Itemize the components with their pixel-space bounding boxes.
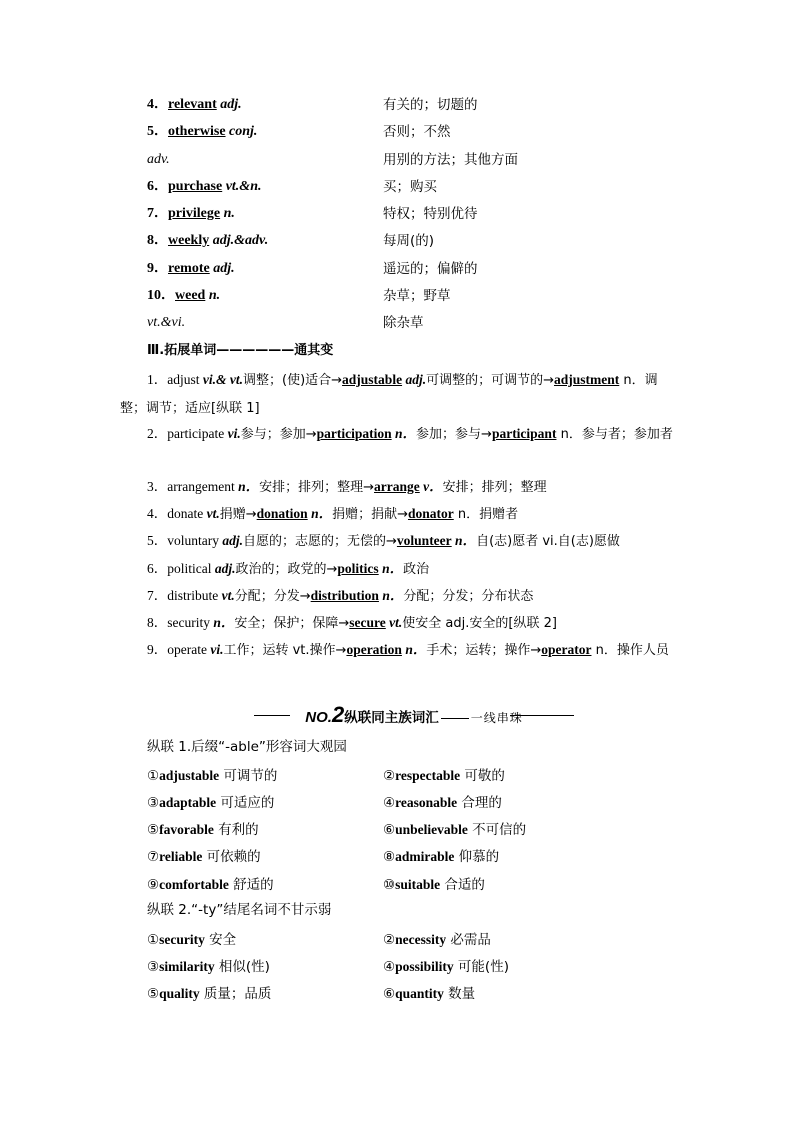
list-item: ⑤quality 质量；品质 <box>147 986 272 1002</box>
list-item: ②respectable 可敬的 <box>383 768 505 784</box>
vocab-row <box>0 231 794 251</box>
vocab-word: weed <box>175 288 206 303</box>
extend-item: 9．operate vi.工作；运转 vt.操作→operation n．手术；运转；操作→operator n．操作人员 <box>147 642 669 658</box>
vocab-number: 5． <box>147 124 168 139</box>
extend-item: 2．participate vi.参与；参加→participation n．参加；参与→participant n．参与者；参加者 <box>147 426 673 442</box>
vocab-meaning: 有关的；切题的 <box>383 97 478 113</box>
banner-rule-mid <box>441 718 469 719</box>
banner-subtitle: 一线串珠 <box>470 711 523 725</box>
list-item: ⑥quantity 数量 <box>383 986 476 1002</box>
list-item: ⑩suitable 合适的 <box>383 877 485 893</box>
list-item: ⑦reliable 可依赖的 <box>147 849 261 865</box>
banner-no: NO. <box>305 709 332 726</box>
list-item: ③similarity 相似(性) <box>147 959 270 975</box>
list-item: ⑧admirable 仰慕的 <box>383 849 500 865</box>
list-item: ①adjustable 可调节的 <box>147 768 278 784</box>
list-item: ②necessity 必需品 <box>383 932 491 948</box>
vocab-word: privilege <box>168 206 221 221</box>
list-item: ⑤favorable 有利的 <box>147 822 259 838</box>
vocab-pos: adj. <box>213 261 235 276</box>
vocab-number: 8． <box>147 233 168 248</box>
vocab-pos: vt.&vi. <box>147 315 186 330</box>
vocab-meaning: 遥远的；偏僻的 <box>383 261 478 277</box>
extend-item: 7．distribute vt.分配；分发→distribution n．分配；分发；分布状态 <box>147 588 534 604</box>
vocab-row <box>0 204 794 224</box>
vocab-row <box>0 313 794 333</box>
list-item: ③adaptable 可适应的 <box>147 795 275 811</box>
vocab-row <box>0 177 794 197</box>
vocab-meaning: 特权；特别优待 <box>383 206 478 222</box>
section-title: Ⅲ.拓展单词——————通其变 <box>147 343 334 358</box>
banner-number: 2 <box>331 702 345 727</box>
vocab-word: weekly <box>168 233 210 248</box>
list-item: ①security 安全 <box>147 932 237 948</box>
vocab-meaning: 每周(的) <box>383 233 435 249</box>
vocab-meaning: 买；购买 <box>383 179 437 195</box>
vocab-meaning: 杂草；野草 <box>383 288 451 304</box>
extend-item: 1．adjust vi.& vt.调整；(使)适合→adjustable adj.可调整的；可调节的→adjustment n．调整；调节；适应[纵联 1] <box>120 372 658 416</box>
extend-item: 6．political adj.政治的；政党的→politics n．政治 <box>147 561 430 577</box>
vocab-meaning: 除杂草 <box>383 315 424 331</box>
vocab-pos: adj.&adv. <box>212 233 269 248</box>
vocab-word: remote <box>168 261 210 276</box>
group-title: 纵联 1.后缀“-able”形容词大观园 <box>147 739 347 755</box>
vocab-number: 10． <box>147 288 175 303</box>
vocab-row <box>0 122 794 142</box>
vocab-pos: adj. <box>220 97 242 112</box>
list-item: ⑨comfortable 舒适的 <box>147 877 274 893</box>
vocab-number: 6． <box>147 179 168 194</box>
vocab-pos: adv. <box>147 152 170 167</box>
extend-item: 8．security n．安全；保护；保障→secure vt.使安全 adj.安全的[纵联 2] <box>147 615 557 631</box>
list-item: ④reasonable 合理的 <box>383 795 502 811</box>
vocab-pos: n. <box>208 288 221 303</box>
extend-item: 3．arrangement n．安排；排列；整理→arrange v．安排；排列；整理 <box>147 479 547 495</box>
banner-title: 纵联同主族词汇 <box>344 710 439 726</box>
vocab-number: 9． <box>147 261 168 276</box>
vocab-number: 4． <box>147 97 168 112</box>
vocab-row <box>0 95 794 115</box>
vocab-meaning: 否则；不然 <box>383 124 451 140</box>
vocab-row <box>0 150 794 170</box>
vocab-word: purchase <box>168 179 223 194</box>
vocab-row <box>0 259 794 279</box>
vocab-meaning: 用别的方法；其他方面 <box>383 152 518 168</box>
group-title: 纵联 2.“-ty”结尾名词不甘示弱 <box>147 902 332 918</box>
vocab-pos: conj. <box>229 124 258 139</box>
extend-item: 4．donate vt.捐赠→donation n．捐赠；捐献→donator n．捐赠者 <box>147 506 519 522</box>
vocab-pos: n. <box>223 206 235 221</box>
vocab-row <box>0 286 794 306</box>
vocab-pos: vt.&n. <box>225 179 262 194</box>
list-item: ④possibility 可能(性) <box>383 959 509 975</box>
vocab-word: otherwise <box>168 124 226 139</box>
section-banner <box>254 703 574 727</box>
vocab-number: 7． <box>147 206 168 221</box>
extend-item: 5．voluntary adj.自愿的；志愿的；无偿的→volunteer n．自(志)愿者 vi.自(志)愿做 <box>147 533 620 549</box>
list-item: ⑥unbelievable 不可信的 <box>383 822 527 838</box>
vocab-word: relevant <box>168 97 217 112</box>
